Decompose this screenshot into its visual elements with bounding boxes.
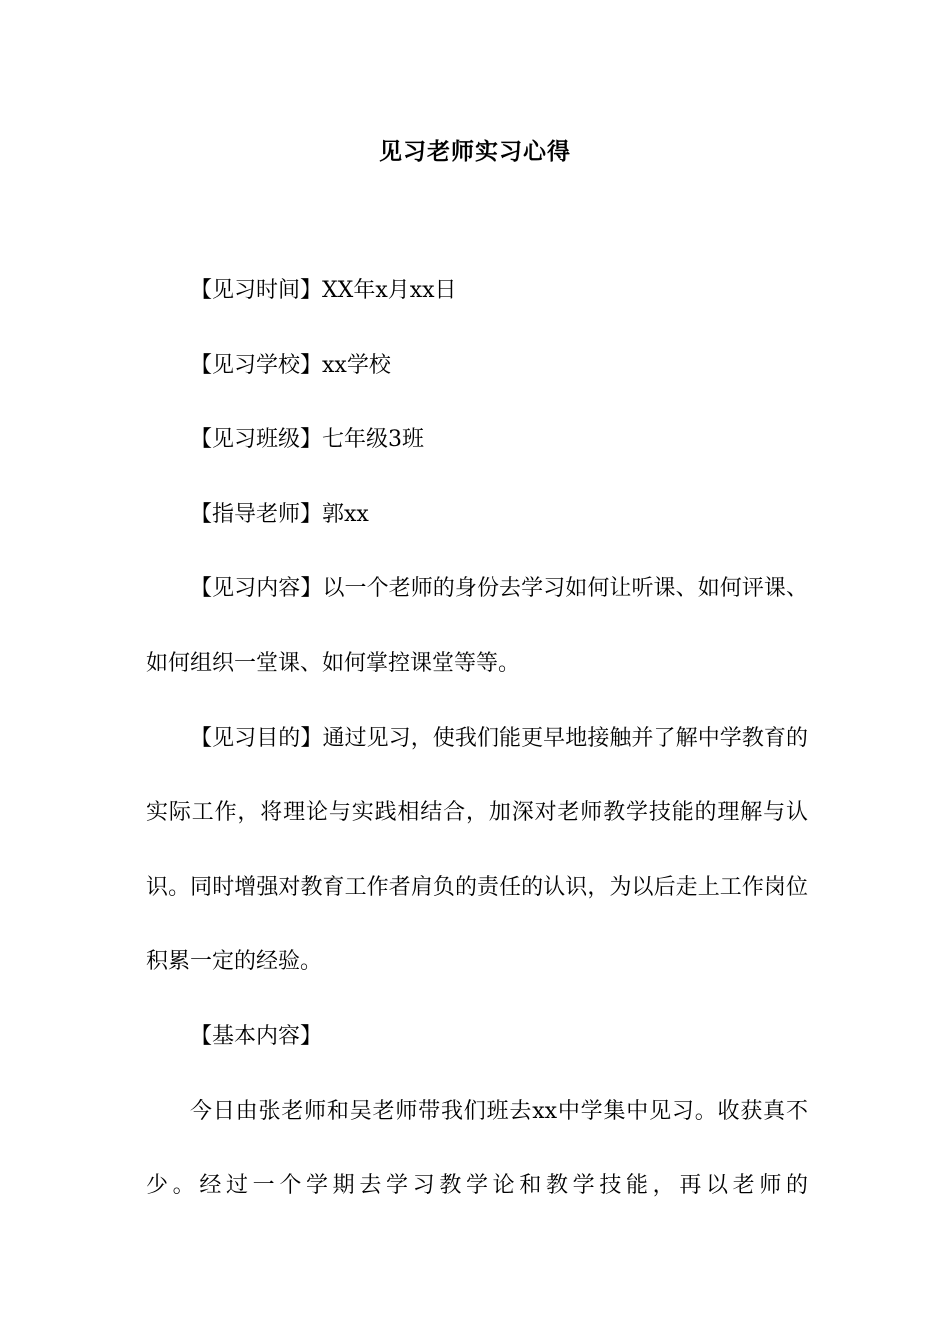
paragraph-internship-content: 【见习内容】以一个老师的身份去学习如何让听课、如何评课、如何组织一堂课、如何掌控课堂等等。: [146, 576, 808, 676]
document-title: 见习老师实习心得: [379, 138, 571, 165]
paragraph-internship-class: 【见习班级】七年级3班: [190, 427, 424, 453]
document-body: [146, 254, 808, 1224]
paragraph-supervising-teacher: 【指导老师】郭xx: [190, 501, 369, 527]
paragraph-basic-content-heading: 【基本内容】: [190, 1023, 323, 1049]
paragraph-internship-school: 【见习学校】xx学校: [190, 352, 391, 378]
paragraph-internship-purpose: 【见习目的】通过见习，使我们能更早地接触并了解中学教育的实际工作，将理论与实践相结合，加深对老师教学技能的理解与认识。同时增强对教育工作者肩负的责任的认识，为以后走上工作岗位积累一定的经验。: [146, 725, 808, 975]
paragraph-basic-content: 今日由张老师和吴老师带我们班去xx中学集中见习。收获真不少。经过一个学期去学习教学论和教学技能，再以老师的: [146, 1098, 808, 1199]
paragraph-internship-time: 【见习时间】XX年x月xx日: [190, 278, 457, 303]
